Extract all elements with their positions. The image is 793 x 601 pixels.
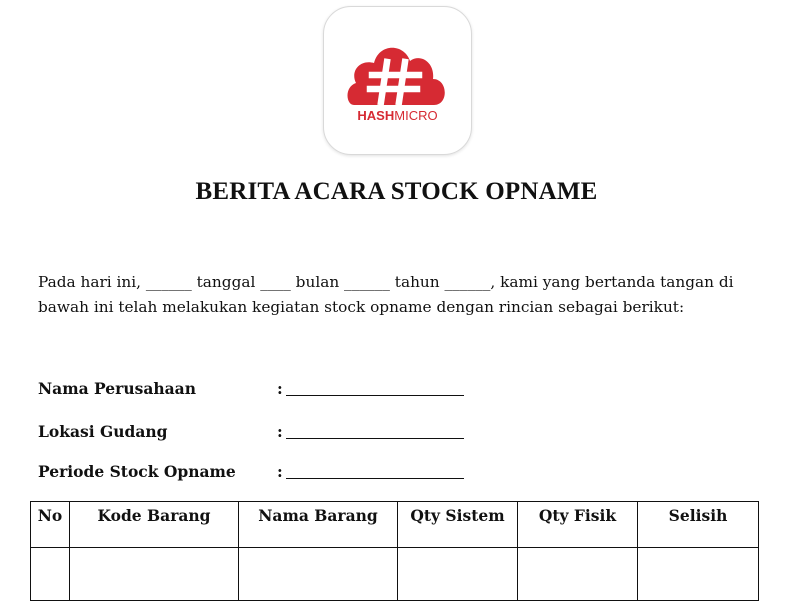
field-label: Nama Perusahaan (38, 379, 196, 398)
intro-line-2: bawah ini telah melakukan kegiatan stock opname dengan rincian sebagai berikut: (38, 298, 685, 316)
stock-opname-table (30, 501, 759, 601)
brand-name-bold: HASH (357, 108, 395, 123)
intro-paragraph (38, 270, 738, 320)
table-cell[interactable] (239, 548, 398, 601)
column-header-kode-barang: Kode Barang (70, 502, 239, 548)
field-colon: : (277, 379, 283, 398)
field-colon: : (277, 462, 283, 481)
table-cell[interactable] (518, 548, 638, 601)
fill-in-line[interactable] (286, 478, 464, 479)
table-cell[interactable] (638, 548, 759, 601)
fill-in-line[interactable] (286, 438, 464, 439)
document-title: BERITA ACARA STOCK OPNAME (195, 178, 598, 205)
column-header-qty-sistem: Qty Sistem (398, 502, 518, 548)
column-header-nama-barang: Nama Barang (239, 502, 398, 548)
field-label: Periode Stock Opname (38, 462, 236, 481)
column-header-qty-fisik: Qty Fisik (518, 502, 638, 548)
field-label: Lokasi Gudang (38, 422, 168, 441)
svg-text:HASHMICRO (357, 108, 437, 123)
field-colon: : (277, 422, 283, 441)
fill-in-line[interactable] (286, 395, 464, 396)
company-logo (323, 6, 472, 155)
hashmicro-cloud-logo-icon (324, 7, 471, 154)
column-header-no: No (31, 502, 70, 548)
table-cell[interactable] (31, 548, 70, 601)
intro-line-1: Pada hari ini, ______ tanggal ____ bulan ______ tahun ______, kami yang bertanda tangan di (38, 273, 734, 291)
column-header-selisih: Selisih (638, 502, 759, 548)
table-row (31, 548, 759, 601)
table-cell[interactable] (398, 548, 518, 601)
table-header-row (31, 502, 759, 548)
table-cell[interactable] (70, 548, 239, 601)
brand-name-light: MICRO (394, 108, 438, 123)
